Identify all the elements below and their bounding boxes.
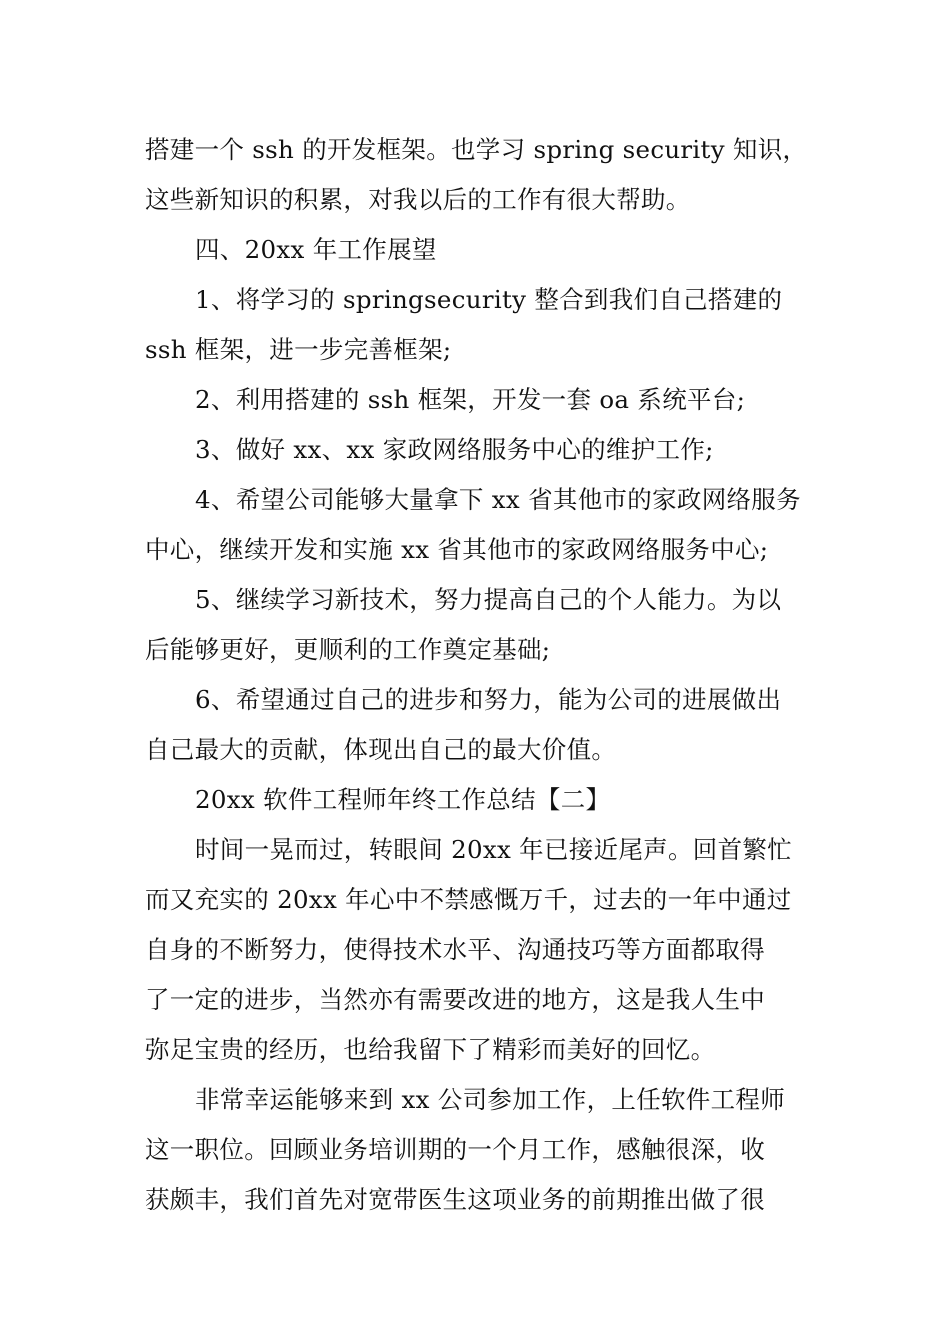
list-item-4: 4、希望公司能够大量拿下 xx 省其他市的家政网络服务 [195,485,801,514]
paragraph-line: 非常幸运能够来到 xx 公司参加工作，上任软件工程师 [195,1085,786,1114]
paragraph-line: 而又充实的 20xx 年心中不禁感慨万千，过去的一年中通过 [145,885,792,914]
list-item-6-continued: 自己最大的贡献，体现出自己的最大价值。 [145,735,617,764]
paragraph-line: 获颇丰，我们首先对宽带医生这项业务的前期推出做了很 [145,1185,765,1214]
list-item-1-continued: ssh 框架，进一步完善框架; [145,335,452,364]
list-item-4-continued: 中心，继续开发和实施 xx 省其他市的家政网络服务中心; [145,535,769,564]
paragraph-line: 了一定的进步，当然亦有需要改进的地方，这是我人生中 [145,985,765,1014]
article-title: 20xx 软件工程师年终工作总结【二】 [195,785,611,814]
body-text-line: 这些新知识的积累，对我以后的工作有很大帮助。 [145,185,691,214]
section-heading: 四、20xx 年工作展望 [195,235,437,264]
list-item-1: 1、将学习的 springsecurity 整合到我们自己搭建的 [195,285,783,314]
list-item-5: 5、继续学习新技术，努力提高自己的个人能力。为以 [195,585,782,614]
body-text-line: 搭建一个 ssh 的开发框架。也学习 spring security 知识， [145,135,808,164]
list-item-6: 6、希望通过自己的进步和努力，能为公司的进展做出 [195,685,782,714]
list-item-5-continued: 后能够更好，更顺利的工作奠定基础; [145,635,551,664]
paragraph-line: 时间一晃而过，转眼间 20xx 年已接近尾声。回首繁忙 [195,835,792,864]
list-item-2: 2、利用搭建的 ssh 框架，开发一套 oa 系统平台; [195,385,746,414]
paragraph-line: 自身的不断努力，使得技术水平、沟通技巧等方面都取得 [145,935,765,964]
paragraph-line: 弥足宝贵的经历，也给我留下了精彩而美好的回忆。 [145,1035,716,1064]
paragraph-line: 这一职位。回顾业务培训期的一个月工作，感触很深，收 [145,1135,765,1164]
list-item-3: 3、做好 xx、xx 家政网络服务中心的维护工作; [195,435,714,464]
